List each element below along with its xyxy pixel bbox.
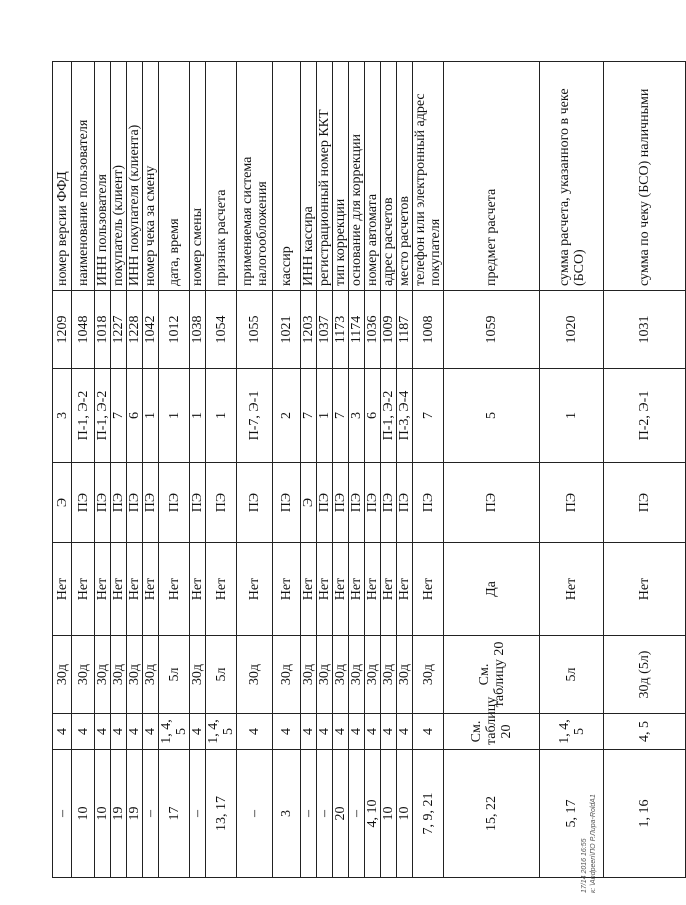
- table-row: [397, 62, 413, 878]
- cell-e: 4: [397, 714, 413, 750]
- stamp-line-2: к: \Andpeen\ПО Р.Лирa-RoldA1: [590, 794, 597, 893]
- table-row: [95, 62, 111, 878]
- cell-b: ПЭ: [397, 463, 413, 543]
- cell-c: Нет: [365, 543, 381, 636]
- cell-a: П-1, Э-2: [72, 369, 95, 463]
- cell-name: наименование пользователя: [72, 62, 95, 291]
- table-row: [413, 62, 444, 878]
- table-row: [53, 62, 72, 878]
- cell-b: ПЭ: [604, 463, 686, 543]
- cell-e: 4, 5: [604, 714, 686, 750]
- cell-a: 7: [301, 369, 317, 463]
- cell-tag: 1012: [159, 291, 190, 369]
- cell-c: Нет: [333, 543, 349, 636]
- cell-name: номер автомата: [365, 62, 381, 291]
- cell-f: 15, 22: [444, 750, 540, 878]
- cell-e: 1, 4, 5: [540, 714, 604, 750]
- cell-tag: 1227: [111, 291, 127, 369]
- cell-tag: 1187: [397, 291, 413, 369]
- cell-c: Нет: [540, 543, 604, 636]
- cell-tag: 1228: [127, 291, 143, 369]
- cell-e: 1, 4, 5: [206, 714, 237, 750]
- cell-b: ПЭ: [127, 463, 143, 543]
- cell-name: регистрационный номер ККТ: [317, 62, 333, 291]
- cell-d: 30д (5л): [604, 636, 686, 714]
- cell-name: тип коррекции: [333, 62, 349, 291]
- table-row: [381, 62, 397, 878]
- cell-f: 10: [397, 750, 413, 878]
- cell-e: 4: [381, 714, 397, 750]
- cell-e: 4: [111, 714, 127, 750]
- table-row: [604, 62, 686, 878]
- cell-name: сумма расчета, указанного в чеке (БСО): [540, 62, 604, 291]
- cell-name: кассир: [273, 62, 301, 291]
- cell-name: основание для коррекции: [349, 62, 365, 291]
- cell-a: 6: [127, 369, 143, 463]
- table-row: [190, 62, 206, 878]
- cell-a: 7: [111, 369, 127, 463]
- cell-name: применяемая система налогообложения: [237, 62, 273, 291]
- cell-d: 30д: [190, 636, 206, 714]
- table-row: [159, 62, 190, 878]
- cell-c: Нет: [301, 543, 317, 636]
- cell-b: ПЭ: [365, 463, 381, 543]
- cell-name: ИНН кассира: [301, 62, 317, 291]
- cell-d: 30д: [53, 636, 72, 714]
- cell-tag: 1018: [95, 291, 111, 369]
- cell-e: 4: [317, 714, 333, 750]
- cell-tag: 1037: [317, 291, 333, 369]
- cell-a: 7: [333, 369, 349, 463]
- cell-b: ПЭ: [206, 463, 237, 543]
- cell-b: Э: [301, 463, 317, 543]
- cell-tag: 1036: [365, 291, 381, 369]
- table-row: [237, 62, 273, 878]
- cell-tag: 1174: [349, 291, 365, 369]
- cell-d: 30д: [143, 636, 159, 714]
- cell-e: 4: [127, 714, 143, 750]
- cell-c: Нет: [381, 543, 397, 636]
- table-row: [206, 62, 237, 878]
- cell-c: Нет: [273, 543, 301, 636]
- cell-c: Нет: [53, 543, 72, 636]
- cell-tag: 1021: [273, 291, 301, 369]
- cell-f: –: [237, 750, 273, 878]
- table-row: [143, 62, 159, 878]
- cell-c: Нет: [127, 543, 143, 636]
- cell-b: ПЭ: [413, 463, 444, 543]
- cell-f: 17: [159, 750, 190, 878]
- cell-c: Нет: [95, 543, 111, 636]
- cell-b: ПЭ: [317, 463, 333, 543]
- cell-d: 5л: [206, 636, 237, 714]
- cell-b: ПЭ: [381, 463, 397, 543]
- cell-name: номер смены: [190, 62, 206, 291]
- cell-tag: 1031: [604, 291, 686, 369]
- cell-e: См. таблицу 20: [444, 714, 540, 750]
- cell-tag: 1042: [143, 291, 159, 369]
- cell-e: 4: [95, 714, 111, 750]
- cell-name: признак расчета: [206, 62, 237, 291]
- cell-f: –: [349, 750, 365, 878]
- cell-f: 19: [111, 750, 127, 878]
- cell-d: 5л: [159, 636, 190, 714]
- cell-name: телефон или электронный адрес покупателя: [413, 62, 444, 291]
- cell-b: ПЭ: [349, 463, 365, 543]
- cell-e: 4: [349, 714, 365, 750]
- cell-e: 4: [301, 714, 317, 750]
- cell-e: 4: [190, 714, 206, 750]
- cell-b: ПЭ: [237, 463, 273, 543]
- cell-tag: 1038: [190, 291, 206, 369]
- file-stamp: [580, 693, 598, 893]
- cell-e: 4: [333, 714, 349, 750]
- cell-name: дата, время: [159, 62, 190, 291]
- cell-b: ПЭ: [72, 463, 95, 543]
- cell-d: 30д: [72, 636, 95, 714]
- cell-f: –: [190, 750, 206, 878]
- cell-e: 4: [143, 714, 159, 750]
- cell-f: 10: [381, 750, 397, 878]
- table-row: [301, 62, 317, 878]
- cell-c: Нет: [190, 543, 206, 636]
- cell-d: 30д: [111, 636, 127, 714]
- cell-d: 30д: [413, 636, 444, 714]
- cell-a: 3: [349, 369, 365, 463]
- cell-e: 4: [72, 714, 95, 750]
- cell-f: 3: [273, 750, 301, 878]
- cell-name: номер чека за смену: [143, 62, 159, 291]
- cell-f: 1, 16: [604, 750, 686, 878]
- cell-b: ПЭ: [444, 463, 540, 543]
- cell-e: 1, 4, 5: [159, 714, 190, 750]
- cell-d: 30д: [381, 636, 397, 714]
- cell-a: 1: [143, 369, 159, 463]
- cell-f: 7, 9, 21: [413, 750, 444, 878]
- cell-c: Нет: [143, 543, 159, 636]
- cell-c: Нет: [349, 543, 365, 636]
- cell-tag: 1048: [72, 291, 95, 369]
- cell-d: 30д: [237, 636, 273, 714]
- cell-a: 6: [365, 369, 381, 463]
- cell-c: Нет: [604, 543, 686, 636]
- cell-b: ПЭ: [159, 463, 190, 543]
- cell-c: Нет: [206, 543, 237, 636]
- cell-f: 13, 17: [206, 750, 237, 878]
- cell-b: ПЭ: [143, 463, 159, 543]
- cell-tag: 1059: [444, 291, 540, 369]
- cell-a: 2: [273, 369, 301, 463]
- cell-d: 30д: [127, 636, 143, 714]
- cell-c: Нет: [413, 543, 444, 636]
- cell-d: 30д: [365, 636, 381, 714]
- cell-tag: 1054: [206, 291, 237, 369]
- table-row: [365, 62, 381, 878]
- stamp-line-1: 17/14 2016 16:55: [581, 838, 588, 893]
- cell-a: 1: [540, 369, 604, 463]
- cell-d: 30д: [317, 636, 333, 714]
- cell-tag: 1020: [540, 291, 604, 369]
- cell-c: Нет: [317, 543, 333, 636]
- cell-name: сумма по чеку (БСО) наличными: [604, 62, 686, 291]
- cell-b: ПЭ: [333, 463, 349, 543]
- cell-name: место расчетов: [397, 62, 413, 291]
- cell-tag: 1009: [381, 291, 397, 369]
- cell-b: ПЭ: [540, 463, 604, 543]
- cell-c: Нет: [159, 543, 190, 636]
- cell-a: 1: [190, 369, 206, 463]
- cell-f: –: [317, 750, 333, 878]
- cell-a: 1: [159, 369, 190, 463]
- table-row: [444, 62, 540, 878]
- cell-b: ПЭ: [95, 463, 111, 543]
- cell-f: 4, 10: [365, 750, 381, 878]
- cell-a: 5: [444, 369, 540, 463]
- cell-d: 30д: [301, 636, 317, 714]
- cell-b: ПЭ: [273, 463, 301, 543]
- cell-a: П-7, Э-1: [237, 369, 273, 463]
- cell-name: покупатель (клиент): [111, 62, 127, 291]
- table-row: [349, 62, 365, 878]
- cell-f: 5, 17: [540, 750, 604, 878]
- cell-a: 7: [413, 369, 444, 463]
- cell-b: Э: [53, 463, 72, 543]
- cell-d: 30д: [273, 636, 301, 714]
- cell-a: П-2, Э-1: [604, 369, 686, 463]
- cell-d: 30д: [95, 636, 111, 714]
- cell-f: –: [53, 750, 72, 878]
- cell-c: Нет: [72, 543, 95, 636]
- cell-e: 4: [53, 714, 72, 750]
- cell-d: См. таблицу 20: [444, 636, 540, 714]
- cell-f: 19: [127, 750, 143, 878]
- cell-name: предмет расчета: [444, 62, 540, 291]
- cell-c: Нет: [111, 543, 127, 636]
- cell-c: Нет: [237, 543, 273, 636]
- table-row: [273, 62, 301, 878]
- cell-a: 3: [53, 369, 72, 463]
- cell-f: 10: [72, 750, 95, 878]
- cell-tag: 1173: [333, 291, 349, 369]
- cell-tag: 1055: [237, 291, 273, 369]
- cell-e: 4: [273, 714, 301, 750]
- cell-tag: 1209: [53, 291, 72, 369]
- cell-f: –: [301, 750, 317, 878]
- cell-b: ПЭ: [190, 463, 206, 543]
- cell-d: 30д: [397, 636, 413, 714]
- cell-f: 10: [95, 750, 111, 878]
- cell-e: 4: [365, 714, 381, 750]
- cell-tag: 1008: [413, 291, 444, 369]
- table-row: [72, 62, 95, 878]
- cell-e: 4: [413, 714, 444, 750]
- table-row: [127, 62, 143, 878]
- cell-name: адрес расчетов: [381, 62, 397, 291]
- cell-name: ИНН покупателя (клиента): [127, 62, 143, 291]
- table-row: [333, 62, 349, 878]
- cell-d: 30д: [333, 636, 349, 714]
- cell-d: 30д: [349, 636, 365, 714]
- cell-c: Нет: [397, 543, 413, 636]
- cell-name: ИНН пользователя: [95, 62, 111, 291]
- cell-a: П-3, Э-4: [397, 369, 413, 463]
- table-row: [111, 62, 127, 878]
- cell-c: Да: [444, 543, 540, 636]
- table-row: [317, 62, 333, 878]
- cell-b: ПЭ: [111, 463, 127, 543]
- cell-a: П-1, Э-2: [381, 369, 397, 463]
- rotated-table-container: [52, 62, 652, 878]
- cell-d: 5л: [540, 636, 604, 714]
- cell-tag: 1203: [301, 291, 317, 369]
- cell-name: номер версии ФФД: [53, 62, 72, 291]
- cell-a: П-1, Э-2: [95, 369, 111, 463]
- cell-a: 1: [317, 369, 333, 463]
- cell-a: 1: [206, 369, 237, 463]
- cell-f: –: [143, 750, 159, 878]
- cell-f: 20: [333, 750, 349, 878]
- cell-e: 4: [237, 714, 273, 750]
